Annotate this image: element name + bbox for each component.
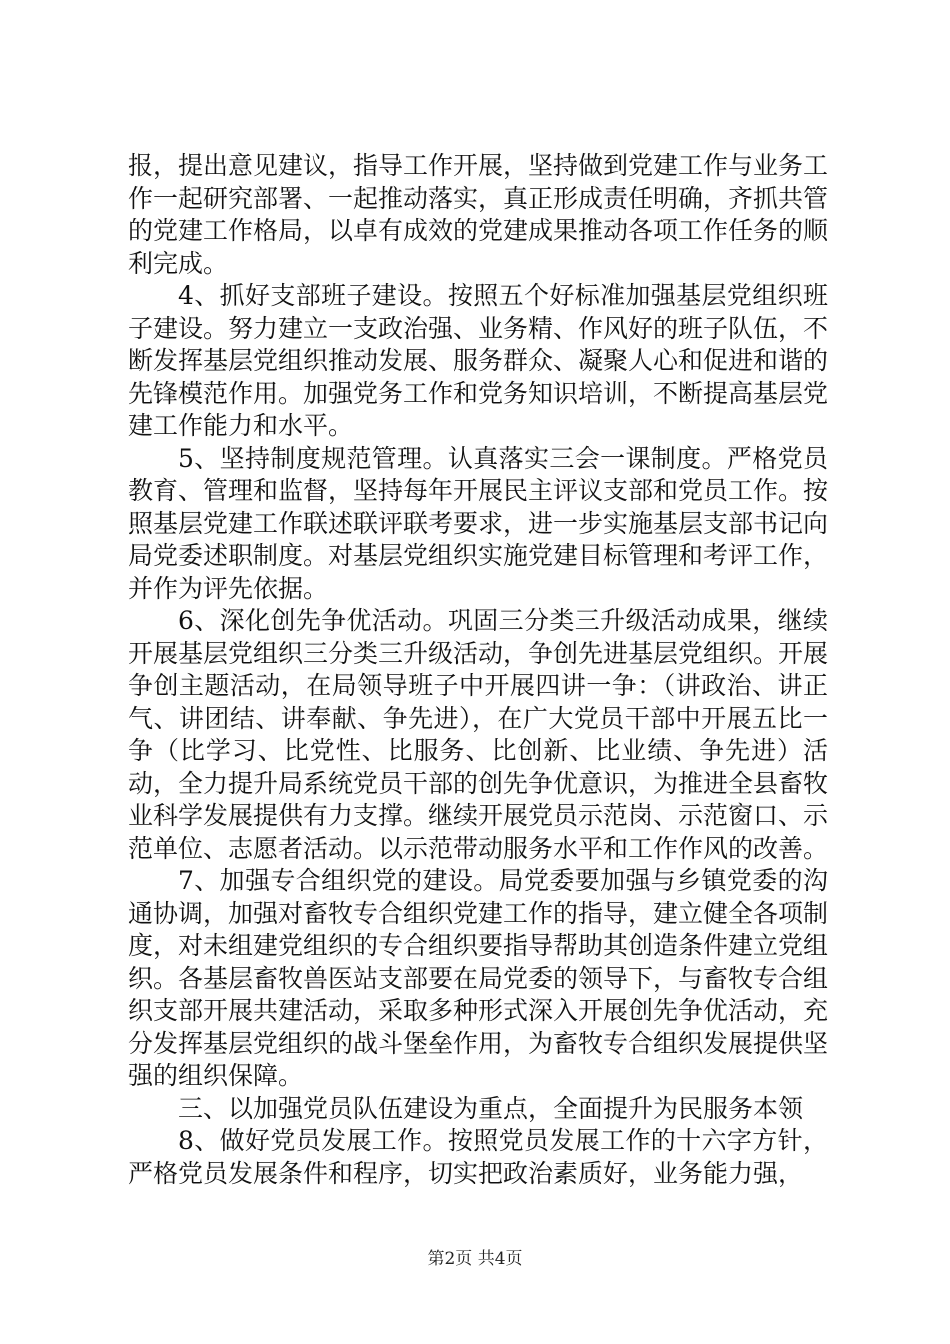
page-number-footer: 第2页 共4页: [427, 1249, 523, 1269]
paragraph-item-4: 4、抓好支部班子建设。按照五个好标准加强基层党组织班子建设。努力建立一支政治强、业务精、作风好的班子队伍，不断发挥基层党组织推动发展、服务群众、凝聚人心和促进和谐的先锋模范作用。加强党务工作和党务知识培训，不断提高基层党建工作能力和水平。: [128, 281, 829, 440]
paragraph-item-6: 6、深化创先争优活动。巩固三分类三升级活动成果，继续开展基层党组织三分类三升级活动，争创先进基层党组织。开展争创主题活动，在局领导班子中开展四讲一争：（讲政治、讲正气、讲团结、讲奉献、争先进），在广大党员干部中开展五比一争（比学习、比党性、比服务、比创新、比业绩、争先进）活动，全力提升局系统党员干部的创先争优意识，为推进全县畜牧业科学发展提供有力支撑。继续开展党员示范岗、示范窗口、示范单位、志愿者活动。以示范带动服务水平和工作作风的改善。: [128, 606, 829, 863]
paragraph-continuation: 报，提出意见建议，指导工作开展，坚持做到党建工作与业务工作一起研究部署、一起推动落实，真正形成责任明确，齐抓共管的党建工作格局，以卓有成效的党建成果推动各项工作任务的顺利完成。: [128, 151, 829, 278]
section-heading-3: 三、以加强党员队伍建设为重点，全面提升为民服务本领: [178, 1093, 804, 1123]
paragraph-item-8: 8、做好党员发展工作。按照党员发展工作的十六字方针，严格党员发展条件和程序，切实把政治素质好，业务能力强，: [128, 1126, 828, 1188]
document-body: [128, 150, 828, 1190]
paragraph-item-7: 7、加强专合组织党的建设。局党委要加强与乡镇党委的沟通协调，加强对畜牧专合组织党建工作的指导，建立健全各项制度，对未组建党组织的专合组织要指导帮助其创造条件建立党组织。各基层畜牧兽医站支部要在局党委的领导下，与畜牧专合组织支部开展共建活动，采取多种形式深入开展创先争优活动，充分发挥基层党组织的战斗堡垒作用，为畜牧专合组织发展提供坚强的组织保障。: [128, 866, 829, 1090]
paragraph-item-5: 5、坚持制度规范管理。认真落实三会一课制度。严格党员教育、管理和监督，坚持每年开展民主评议支部和党员工作。按照基层党建工作联述联评联考要求，进一步实施基层支部书记向局党委述职制度。对基层党组织实施党建目标管理和考评工作，并作为评先依据。: [128, 443, 829, 603]
